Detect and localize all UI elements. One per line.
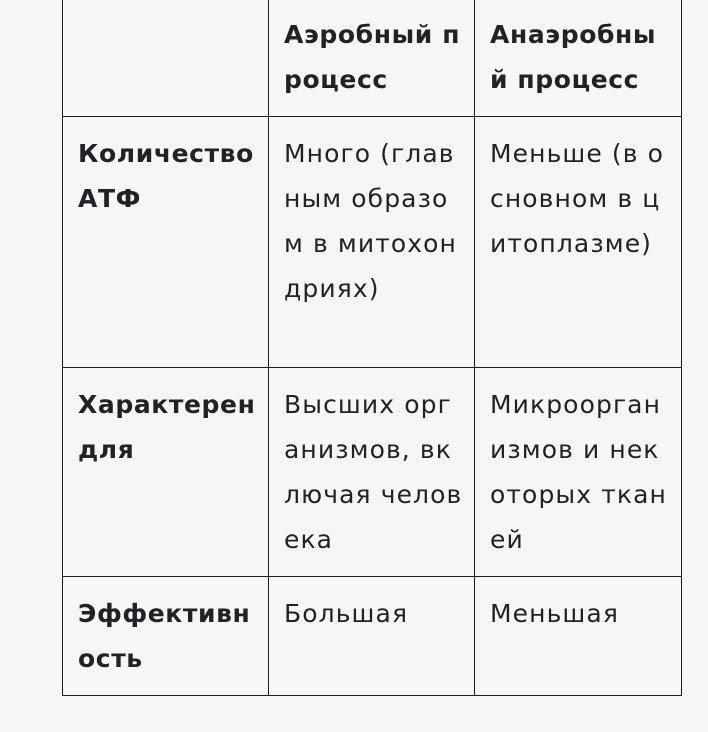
table-header-row (63, 0, 682, 117)
table-row (63, 577, 682, 696)
row-label-efficiency: Эффективность (63, 577, 269, 696)
cell-characteristic-aerobic: Высших организмов, включая человека (269, 368, 475, 577)
cell-characteristic-anaerobic: Микроорганизмов и некоторых тканей (475, 368, 682, 577)
table-row (63, 117, 682, 368)
row-label-atp: Количество АТФ (63, 117, 269, 368)
cell-atp-anaerobic: Меньше (в основном в цитоплазме) (475, 117, 682, 368)
header-corner-cell (63, 0, 269, 117)
header-anaerobic: Анаэробный процесс (475, 0, 682, 117)
comparison-table (62, 0, 682, 696)
cell-efficiency-aerobic: Большая (269, 577, 475, 696)
row-label-characteristic: Характерен для (63, 368, 269, 577)
cell-efficiency-anaerobic: Меньшая (475, 577, 682, 696)
cell-atp-aerobic: Много (главным образом в митохондриях) (269, 117, 475, 368)
table-row (63, 368, 682, 577)
header-aerobic: Аэробный процесс (269, 0, 475, 117)
